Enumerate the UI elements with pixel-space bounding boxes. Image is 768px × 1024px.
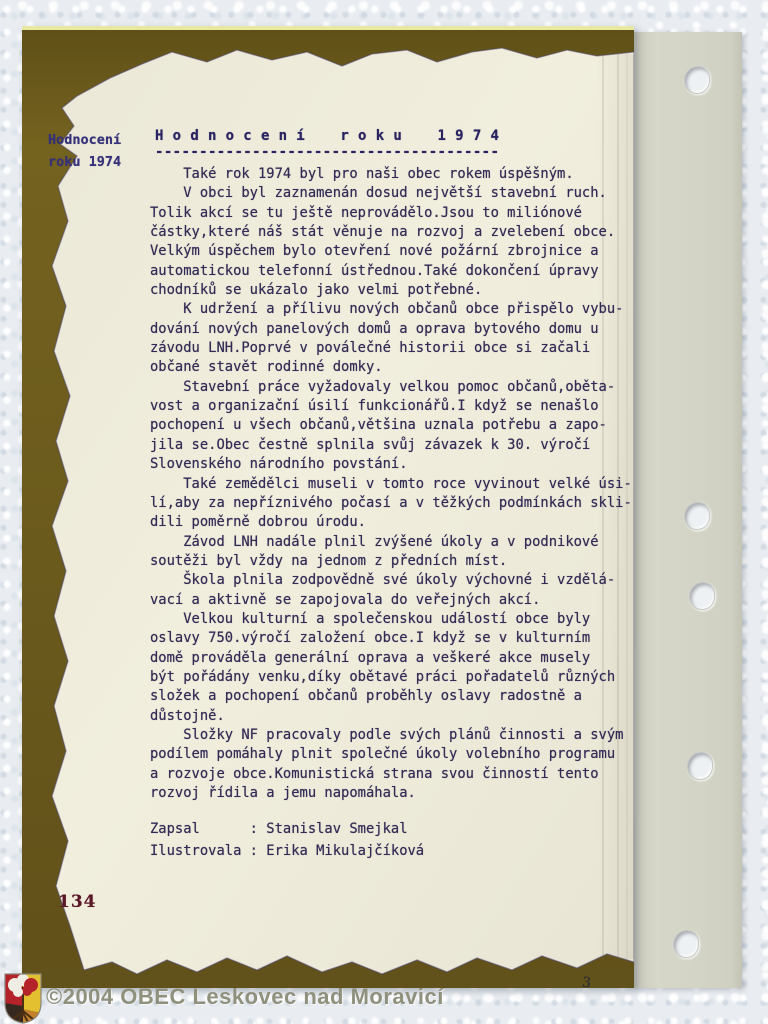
text-line: dování nových panelových domů a oprava bytového domu u bbox=[150, 320, 599, 337]
text-line: Tolik akcí se tu ještě neprovádělo.Jsou to miliónové bbox=[150, 204, 582, 221]
handwritten-mark: 3 bbox=[580, 974, 592, 992]
title-underline: --------------------------------------- bbox=[155, 144, 500, 160]
text-line: být pořádány venku,díky obětavé práci pořadatelů různých bbox=[150, 668, 616, 685]
punch-hole bbox=[689, 582, 715, 610]
text-line: soutěži byl vždy na jednom z předních míst. bbox=[150, 552, 508, 569]
text-line: Stavební práce vyžadovaly velkou pomoc občanů,oběta- bbox=[150, 378, 616, 395]
text-line: Škola plnila zodpovědně své úkoly výchovné i vzdělá- bbox=[150, 572, 616, 589]
text-line: automatickou telefonní ústřednou.Také dokončení úpravy bbox=[150, 262, 599, 279]
punch-hole bbox=[684, 502, 710, 530]
text-line: dili poměrně dobrou úrodu. bbox=[150, 514, 366, 531]
text-line: K udržení a přílivu nových občanů obce přispělo vybu- bbox=[150, 301, 624, 318]
signature-illustrated-by: Ilustrovala : Erika Mikulajčíková bbox=[150, 842, 425, 859]
page-number: 134 bbox=[58, 892, 97, 912]
text-line: občané stavět rodinné domky. bbox=[150, 359, 383, 376]
coat-of-arms-logo bbox=[4, 973, 42, 1024]
text-line: závodu LNH.Poprvé v poválečné historii obce si začali bbox=[150, 340, 591, 357]
margin-note bbox=[48, 129, 121, 173]
text-line: Také zemědělci museli v tomto roce vyvinout velké úsi- bbox=[150, 475, 632, 492]
signature-recorded-by: Zapsal : Stanislav Smejkal bbox=[150, 821, 408, 837]
text-line: jila se.Obec čestně splnila svůj závazek k 30. výročí bbox=[150, 436, 591, 453]
margin-note-line1: Hodnocení bbox=[48, 132, 122, 148]
text-line: Slovenského národního povstání. bbox=[150, 456, 408, 473]
text-line: Velkou kulturní a společenskou událostí obce byly bbox=[150, 610, 591, 627]
text-line: Také rok 1974 byl pro naši obec rokem úspěšným. bbox=[150, 166, 574, 182]
text-line: Složky NF pracovaly podle svých plánů činnosti a svým bbox=[150, 726, 624, 743]
copyright-watermark: ©2004 OBEC Leskovec nad Moravicí bbox=[46, 984, 444, 1009]
binding-strip bbox=[632, 32, 742, 988]
page-title: H o d n o c e n í r o k u 1 9 7 4 bbox=[155, 128, 500, 144]
text-line: pochopení u všech občanů,většina uznala potřebu a zapo- bbox=[150, 417, 607, 434]
text-line: domě prováděla generální oprava a veškeré akce musely bbox=[150, 649, 591, 666]
punch-hole bbox=[673, 930, 699, 958]
punch-hole bbox=[687, 752, 713, 780]
text-line: Závod LNH nadále plnil zvýšené úkoly a v podnikové bbox=[150, 533, 599, 550]
margin-note-line2: roku 1974 bbox=[48, 154, 122, 170]
text-line: a rozvoje obce.Komunistická strana svou činností tento bbox=[150, 765, 599, 782]
text-line: složek a pochopení občanů proběhly oslavy radostně a bbox=[150, 688, 582, 705]
text-line: rozvoj řídila a jemu napomáhala. bbox=[150, 785, 416, 801]
text-line: chodníků se ukázalo jako velmi potřebné. bbox=[150, 282, 483, 299]
text-line: Velkým úspěchem bylo otevření nové požární zbrojnice a bbox=[150, 243, 599, 260]
text-line: vací a aktivně se zapojovala do veřejných akcí. bbox=[150, 591, 541, 608]
text-line: vost a organizační úsilí funkcionářů.I když se nenašlo bbox=[150, 398, 599, 415]
text-line: oslavy 750.výročí založení obce.I když se v kulturním bbox=[150, 630, 591, 647]
text-line: důstojně. bbox=[150, 707, 225, 724]
text-line: lí,aby za nepříznivého počasí a v těžkých podmínkách skli- bbox=[150, 494, 632, 511]
text-line: podílem pomáhaly plnit společné úkoly volebního programu bbox=[150, 746, 616, 763]
text-line: V obci byl zaznamenán dosud největší stavební ruch. bbox=[150, 185, 607, 202]
body-text bbox=[150, 165, 632, 803]
signature-block bbox=[150, 819, 424, 862]
chronicle-page bbox=[22, 26, 634, 988]
text-line: částky,které náš stát věnuje na rozvoj a zvelebení obce. bbox=[150, 224, 616, 241]
punch-hole bbox=[684, 66, 710, 94]
